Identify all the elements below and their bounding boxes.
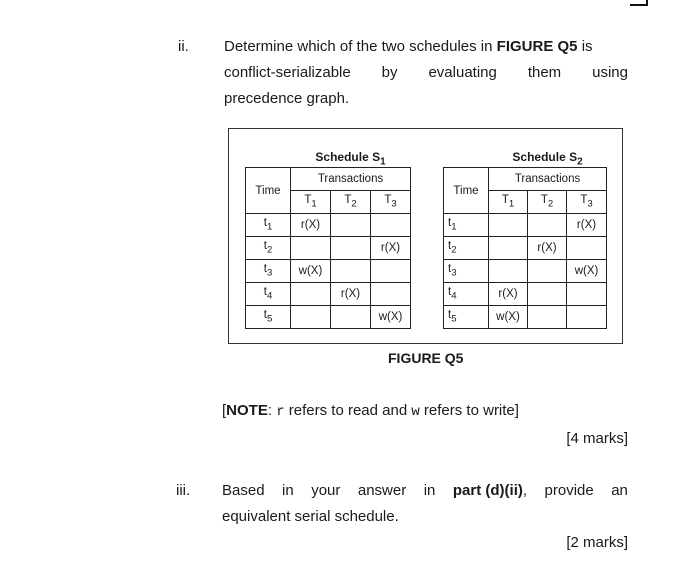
time-cell: $t_5$: [246, 306, 291, 329]
question-iii-line2: equivalent serial schedule.: [222, 508, 399, 525]
op-cell: [528, 306, 567, 329]
table-row: [444, 283, 607, 306]
op-cell: [528, 214, 567, 237]
column-t1: $T_1$: [489, 191, 528, 214]
time-header: Time: [246, 168, 291, 214]
op-cell: w(X): [489, 306, 528, 329]
schedule-s1-title: Schedule $S_1$: [315, 149, 386, 167]
table-row: [246, 306, 411, 329]
op-cell: r(X): [489, 283, 528, 306]
op-cell: [528, 283, 567, 306]
time-header: Time: [444, 168, 489, 214]
op-cell: [371, 283, 411, 306]
op-cell: [291, 237, 331, 260]
op-cell: [331, 260, 371, 283]
table-row: [246, 214, 411, 237]
op-cell: r(X): [291, 214, 331, 237]
op-cell: [331, 214, 371, 237]
column-t2: $T_2$: [528, 191, 567, 214]
table-row: [246, 237, 411, 260]
column-t2: $T_2$: [331, 191, 371, 214]
figure-reference: FIGURE Q5: [496, 38, 578, 55]
time-cell: $t_5$: [444, 306, 489, 329]
op-cell: r(X): [567, 214, 607, 237]
time-cell: $t_3$: [246, 260, 291, 283]
page-corner-mark: [630, 0, 648, 6]
column-t3: $T_3$: [567, 191, 607, 214]
question-ii-line3: precedence graph.: [224, 90, 350, 107]
op-cell: r(X): [331, 283, 371, 306]
time-cell: $t_1$: [444, 214, 489, 237]
column-t3: $T_3$: [371, 191, 411, 214]
op-cell: [528, 260, 567, 283]
op-cell: [331, 237, 371, 260]
time-cell: $t_4$: [444, 283, 489, 306]
table-row: [444, 260, 607, 283]
op-cell: [567, 306, 607, 329]
op-cell: w(X): [371, 306, 411, 329]
op-cell: [291, 283, 331, 306]
table-row: [444, 214, 607, 237]
time-cell: $t_2$: [444, 237, 489, 260]
marks-iii: [2 marks]: [566, 534, 628, 551]
question-ii-line2: conflict-serializable by evaluating them using: [224, 64, 628, 81]
question-ii-line1: Determine which of the two schedules in FIGURE Q5 is: [224, 38, 593, 55]
schedule-s2-title: Schedule $S_2$: [512, 149, 583, 167]
column-t1: $T_1$: [291, 191, 331, 214]
transactions-header: Transactions: [489, 168, 607, 191]
time-cell: $t_2$: [246, 237, 291, 260]
op-cell: [291, 306, 331, 329]
time-cell: $t_1$: [246, 214, 291, 237]
op-cell: w(X): [567, 260, 607, 283]
marks-ii: [4 marks]: [566, 430, 628, 447]
op-cell: [331, 306, 371, 329]
time-cell: $t_3$: [444, 260, 489, 283]
question-iii-number: iii.: [176, 482, 191, 499]
schedule-s2-table: [443, 145, 607, 329]
op-cell: r(X): [371, 237, 411, 260]
table-row: [444, 237, 607, 260]
part-reference: part (d)(ii): [452, 482, 523, 499]
op-cell: w(X): [291, 260, 331, 283]
op-cell: [371, 214, 411, 237]
table-row: [246, 283, 411, 306]
question-iii-line1: Based in your answer in part (d)(ii), provide an: [222, 482, 628, 499]
figure-q5-frame: [228, 128, 623, 344]
question-ii-number: ii.: [178, 38, 189, 55]
op-cell: [489, 260, 528, 283]
transactions-header: Transactions: [291, 168, 411, 191]
note-line: [NOTE: r refers to read and w refers to write]: [222, 402, 519, 420]
op-cell: [489, 237, 528, 260]
schedule-s1-table: [245, 145, 411, 329]
op-cell: r(X): [528, 237, 567, 260]
op-cell: [567, 237, 607, 260]
op-cell: [489, 214, 528, 237]
time-cell: $t_4$: [246, 283, 291, 306]
figure-caption: FIGURE Q5: [388, 350, 464, 366]
op-cell: [371, 260, 411, 283]
table-row: [444, 306, 607, 329]
op-cell: [567, 283, 607, 306]
table-row: [246, 260, 411, 283]
